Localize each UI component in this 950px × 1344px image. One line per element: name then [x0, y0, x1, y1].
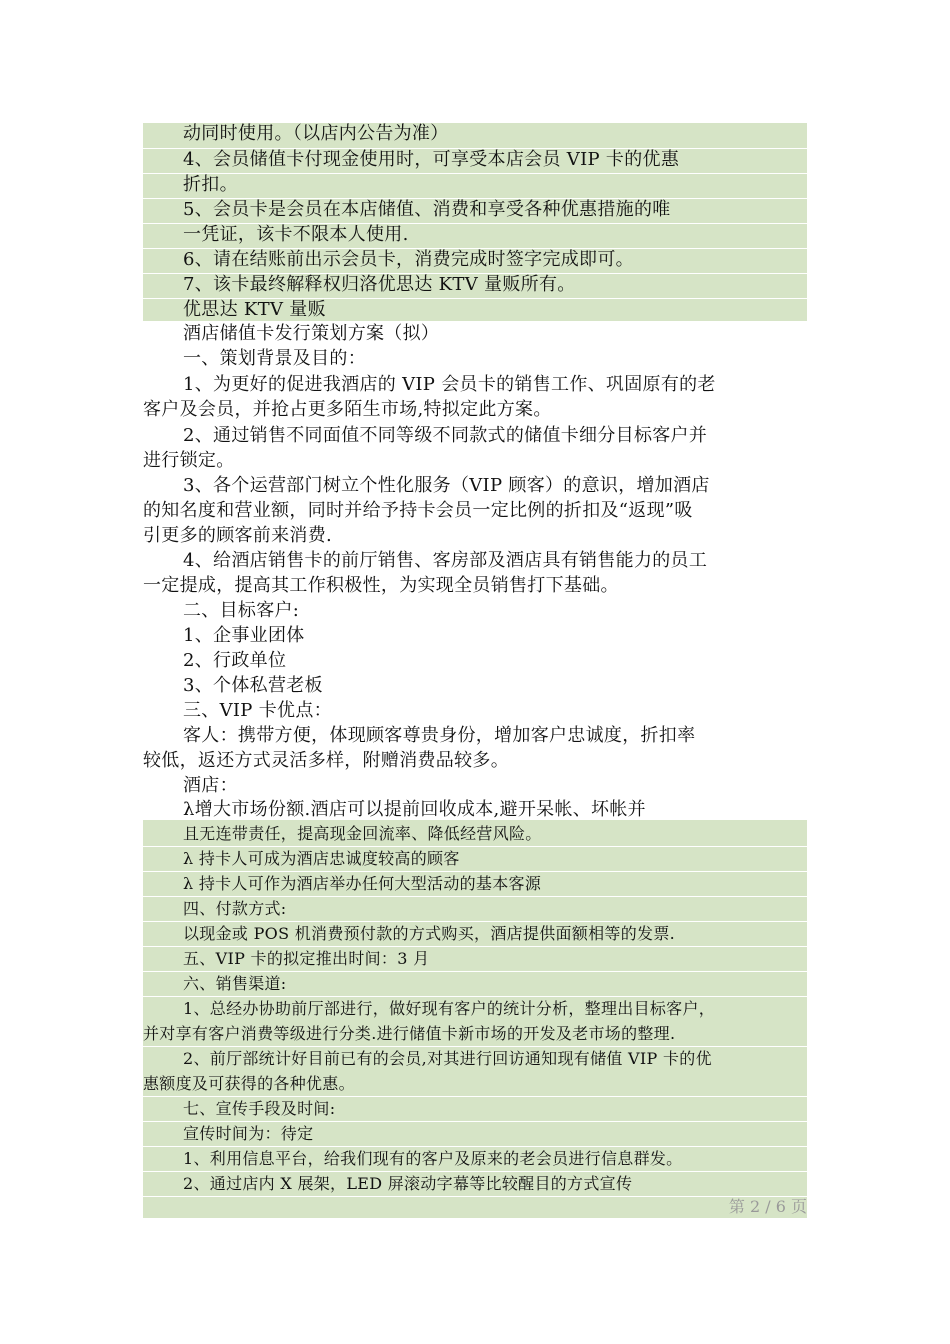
text-line: 且无连带责任，提高现金回流率、降低经营风险。 — [183, 824, 542, 843]
text-line: 2、前厅部统计好目前已有的会员,对其进行回访通知现有储值 VIP 卡的优 — [183, 1049, 712, 1068]
document-title: 酒店储值卡发行策划方案（拟） — [183, 323, 440, 344]
text-line: λ增大市场份额.酒店可以提前回收成本,避开呆帐、坏帐并 — [183, 799, 646, 820]
section-heading: 五、VIP 卡的拟定推出时间：3 月 — [183, 949, 430, 968]
text-line: 惠额度及可获得的各种优惠。 — [143, 1074, 355, 1093]
text-line: 以现金或 POS 机消费预付款的方式购买，酒店提供面额相等的发票. — [183, 924, 676, 943]
text-line: 引更多的顾客前来消费. — [143, 525, 333, 546]
text-line: 优思达 KTV 量贩 — [183, 299, 326, 320]
text-line: 6、请在结账前出示会员卡，消费完成时签字完成即可。 — [183, 249, 634, 270]
text-line: 动同时使用。（以店内公告为准） — [183, 123, 449, 144]
text-line: 客人：携带方便，体现顾客尊贵身份，增加客户忠诚度，折扣率 — [183, 725, 696, 746]
text-line: 2、行政单位 — [183, 650, 287, 671]
text-line: 1、利用信息平台，给我们现有的客户及原来的老会员进行信息群发。 — [183, 1149, 683, 1168]
text-line: 1、为更好的促进我酒店的 VIP 会员卡的销售工作、巩固原有的老 — [183, 374, 716, 395]
text-line: 3、个体私营老板 — [183, 675, 323, 696]
text-line: 2、通过店内 X 展架，LED 屏滚动字幕等比较醒目的方式宣传 — [183, 1174, 633, 1193]
section-heading: 四、付款方式: — [183, 899, 287, 918]
text-line: 较低，返还方式灵活多样，附赠消费品较多。 — [143, 750, 509, 771]
text-line: 一凭证，该卡不限本人使用. — [183, 224, 409, 245]
text-line: 并对享有客户消费等级进行分类.进行储值卡新市场的开发及老市场的整理. — [143, 1024, 676, 1043]
text-line: 的知名度和营业额，同时并给予持卡会员一定比例的折扣及“返现”吸 — [143, 500, 693, 521]
text-line: 3、各个运营部门树立个性化服务（VIP 顾客）的意识，增加酒店 — [183, 475, 710, 496]
text-line: 5、会员卡是会员在本店储值、消费和享受各种优惠措施的唯 — [183, 199, 671, 220]
section-heading: 六、销售渠道: — [183, 974, 287, 993]
text-line: 1、总经办协助前厅部进行，做好现有客户的统计分析，整理出目标客户， — [183, 999, 716, 1018]
text-line: 酒店： — [183, 775, 238, 796]
text-line: λ 持卡人可作为酒店举办任何大型活动的基本客源 — [183, 874, 542, 893]
section-heading: 三、VIP 卡优点： — [183, 700, 332, 721]
text-line: 7、该卡最终解释权归洛优思达 KTV 量贩所有。 — [183, 274, 576, 295]
text-line: 进行锁定。 — [143, 450, 235, 471]
section-heading: 一、策划背景及目的： — [183, 348, 366, 369]
text-line: 一定提成，提高其工作积极性，为实现全员销售打下基础。 — [143, 575, 619, 596]
text-line: λ 持卡人可成为酒店忠诚度较高的顾客 — [183, 849, 460, 868]
text-line: 宣传时间为：待定 — [183, 1124, 314, 1143]
page-number: 第 2 / 6 页 — [728, 1197, 807, 1216]
section-heading: 二、目标客户: — [183, 600, 300, 621]
band-divider — [143, 1196, 807, 1197]
text-line: 客户及会员，并抢占更多陌生市场,特拟定此方案。 — [143, 399, 552, 420]
text-line: 折扣。 — [183, 174, 238, 195]
text-line: 4、会员储值卡付现金使用时，可享受本店会员 VIP 卡的优惠 — [183, 149, 680, 170]
text-line: 4、给酒店销售卡的前厅销售、客房部及酒店具有销售能力的员工 — [183, 550, 708, 571]
section-heading: 七、宣传手段及时间: — [183, 1099, 336, 1118]
text-line: 1、企事业团体 — [183, 625, 305, 646]
text-line: 2、通过销售不同面值不同等级不同款式的储值卡细分目标客户并 — [183, 425, 708, 446]
